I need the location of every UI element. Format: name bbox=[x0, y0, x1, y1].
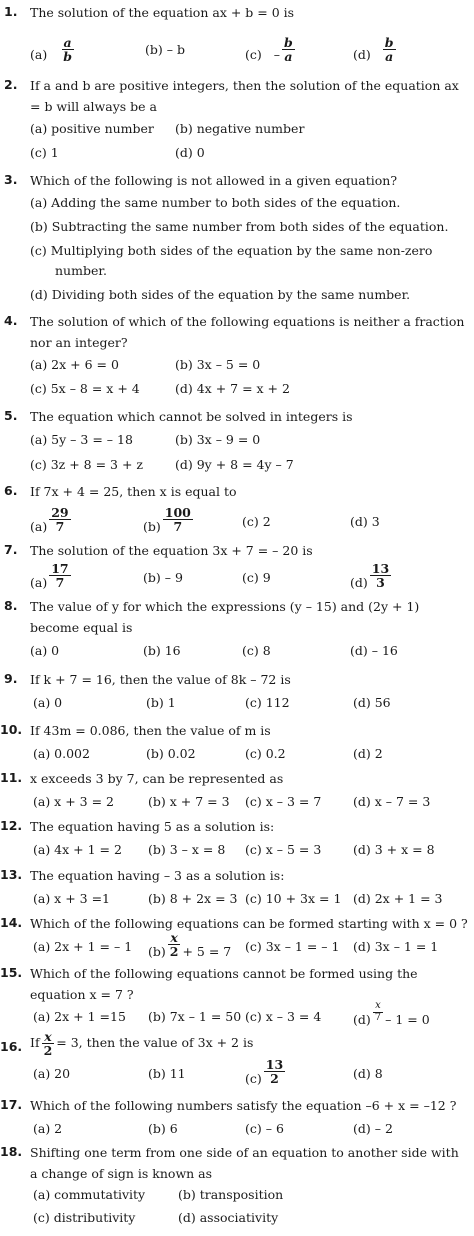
question-number: 10. bbox=[0, 722, 23, 737]
option-c: (c) x – 5 = 3 bbox=[245, 842, 322, 857]
question-number: 4. bbox=[4, 313, 18, 328]
question-stem: x exceeds 3 by 7, can be represented as bbox=[30, 771, 284, 786]
option-c: (c) $\frac{13}{2}$ bbox=[245, 1057, 284, 1087]
option-b: (b) Subtracting the same number from both sides of the equation. bbox=[30, 219, 449, 234]
option-c-continued: number. bbox=[55, 263, 107, 278]
option-c: (c) 3x – 1 = – 1 bbox=[245, 939, 340, 954]
option-b: (b) 0.02 bbox=[146, 746, 196, 761]
question-stem: The equation having – 3 as a solution is: bbox=[30, 868, 285, 883]
option-b: (b) – b bbox=[145, 42, 185, 57]
question-number: 6. bbox=[4, 483, 18, 498]
question-number: 5. bbox=[4, 408, 18, 423]
option-b: (b) 7x – 1 = 50 bbox=[148, 1009, 242, 1024]
option-c: (c) x – 3 = 7 bbox=[245, 794, 322, 809]
option-b: (b) negative number bbox=[175, 121, 305, 136]
option-d: (d) 0 bbox=[175, 145, 205, 160]
question-stem: If a and b are positive integers, then the solution of the equation ax = b will always be a bbox=[30, 78, 459, 114]
question-number: 2. bbox=[4, 77, 18, 92]
option-c: (c) 8 bbox=[242, 643, 271, 658]
option-b: (b) – 9 bbox=[143, 570, 183, 585]
question-number: 18. bbox=[0, 1144, 23, 1159]
question-stem: The solution of which of the following equations is neither a fraction nor an integer? bbox=[30, 314, 465, 350]
option-a: (a) $\frac{29}{7}$ bbox=[30, 505, 69, 535]
question-number: 16. bbox=[0, 1039, 23, 1054]
question-number: 9. bbox=[4, 671, 18, 686]
option-d: (d) – 16 bbox=[350, 643, 398, 658]
option-a: (a) 5y – 3 = – 18 bbox=[30, 432, 133, 447]
option-d: (d) $\frac{x}{7}$ – 1 = 0 bbox=[353, 1000, 430, 1027]
option-d: (d) 56 bbox=[353, 695, 391, 710]
option-c: (c) 112 bbox=[245, 695, 290, 710]
option-d: (d) 9y + 8 = 4y – 7 bbox=[175, 457, 294, 472]
question-number: 17. bbox=[0, 1097, 23, 1112]
option-c: (c) 9 bbox=[242, 570, 271, 585]
option-d: (d) $\frac{b}{a}$ bbox=[353, 35, 394, 65]
question-stem: If 7x + 4 = 25, then x is equal to bbox=[30, 484, 237, 499]
option-c: (c) 1 bbox=[30, 145, 59, 160]
option-b: (b) $\frac{x}{2}$ + 5 = 7 bbox=[148, 930, 232, 960]
question-number: 1. bbox=[4, 4, 18, 19]
question-number: 15. bbox=[0, 965, 23, 980]
option-c: (c) – 6 bbox=[245, 1121, 284, 1136]
option-c: (c) 3z + 8 = 3 + z bbox=[30, 457, 144, 472]
question-stem: The value of y for which the expressions (y – 15) and (2y + 1) become equal is bbox=[30, 599, 420, 635]
option-b: (b) 3x – 9 = 0 bbox=[175, 432, 261, 447]
option-b: (b) $\frac{100}{7}$ bbox=[143, 505, 191, 535]
option-d: (d) 2x + 1 = 3 bbox=[353, 891, 443, 906]
question-number: 11. bbox=[0, 770, 23, 785]
option-d: (d) 3 + x = 8 bbox=[353, 842, 435, 857]
option-c: (c) distributivity bbox=[33, 1210, 136, 1225]
option-a: (a) x + 3 =1 bbox=[33, 891, 111, 906]
question-number: 8. bbox=[4, 598, 18, 613]
question-stem: The equation which cannot be solved in integers is bbox=[30, 409, 353, 424]
option-c: (c) 5x – 8 = x + 4 bbox=[30, 381, 140, 396]
option-c: (c) 0.2 bbox=[245, 746, 286, 761]
question-stem: The solution of the equation 3x + 7 = – 20 is bbox=[30, 543, 313, 558]
question-number: 7. bbox=[4, 542, 18, 557]
option-d: (d) 3x – 1 = 1 bbox=[353, 939, 439, 954]
option-b: (b) transposition bbox=[178, 1187, 284, 1202]
question-number: 12. bbox=[0, 818, 23, 833]
option-a: (a) 0 bbox=[30, 643, 60, 658]
option-a: (a) 2 bbox=[33, 1121, 63, 1136]
option-a: (a) 2x + 1 = – 1 bbox=[33, 939, 133, 954]
question-stem: The equation having 5 as a solution is: bbox=[30, 819, 275, 834]
question-number: 13. bbox=[0, 867, 23, 882]
option-c: (c) 2 bbox=[242, 514, 271, 529]
option-a: (a) $\frac{17}{7}$ bbox=[30, 561, 69, 591]
option-a: (a) 0.002 bbox=[33, 746, 90, 761]
option-a: (a) 4x + 1 = 2 bbox=[33, 842, 122, 857]
question-stem: Shifting one term from one side of an equation to another side with a change of sign is known as bbox=[30, 1145, 459, 1181]
question-stem: If k + 7 = 16, then the value of 8k – 72 is bbox=[30, 672, 291, 687]
option-d: (d) Dividing both sides of the equation by the same number. bbox=[30, 287, 411, 302]
option-a: (a) $\frac{a}{b}$ bbox=[30, 35, 72, 65]
option-a: (a) 0 bbox=[33, 695, 63, 710]
option-b: (b) 16 bbox=[143, 643, 181, 658]
option-a: (a) 20 bbox=[33, 1066, 71, 1081]
question-stem: If 43m = 0.086, then the value of m is bbox=[30, 723, 271, 738]
option-a: (a) 2x + 6 = 0 bbox=[30, 357, 119, 372]
question-stem: The solution of the equation ax + b = 0 is bbox=[30, 5, 295, 20]
fraction: $\frac{a}{b}$ bbox=[63, 35, 72, 65]
option-d: (d) – 2 bbox=[353, 1121, 393, 1136]
question-stem: Which of the following is not allowed in a given equation? bbox=[30, 173, 398, 188]
question-stem: Which of the following equations cannot be formed using the equation x = 7 ? bbox=[30, 966, 418, 1002]
option-d: (d) 4x + 7 = x + 2 bbox=[175, 381, 290, 396]
option-c: (c) x – 3 = 4 bbox=[245, 1009, 322, 1024]
question-stem: Which of the following equations can be formed starting with x = 0 ? bbox=[30, 916, 468, 931]
option-b: (b) 3x – 5 = 0 bbox=[175, 357, 261, 372]
option-d: (d) 8 bbox=[353, 1066, 383, 1081]
option-b: (b) 3 – x = 8 bbox=[148, 842, 226, 857]
option-b: (b) 11 bbox=[148, 1066, 186, 1081]
option-b: (b) 8 + 2x = 3 bbox=[148, 891, 238, 906]
option-d: (d) 3 bbox=[350, 514, 380, 529]
question-stem: If $\frac{x}{2}$ = 3, then the value of 3x + 2 is bbox=[30, 1029, 254, 1059]
option-c: (c) 10 + 3x = 1 bbox=[245, 891, 342, 906]
option-b: (b) x + 7 = 3 bbox=[148, 794, 230, 809]
question-number: 14. bbox=[0, 915, 23, 930]
option-d: (d) associativity bbox=[178, 1210, 279, 1225]
option-c: (c) Multiplying both sides of the equation by the same non-zero bbox=[30, 243, 433, 258]
option-c: (c) – $\frac{b}{a}$ bbox=[245, 35, 293, 65]
option-a: (a) Adding the same number to both sides of the equation. bbox=[30, 195, 401, 210]
option-d: (d) x – 7 = 3 bbox=[353, 794, 431, 809]
option-d: (d) $\frac{13}{3}$ bbox=[350, 561, 390, 591]
option-a: (a) 2x + 1 =15 bbox=[33, 1009, 126, 1024]
option-b: (b) 6 bbox=[148, 1121, 178, 1136]
question-number: 3. bbox=[4, 172, 18, 187]
question-stem: Which of the following numbers satisfy the equation –6 + x = –12 ? bbox=[30, 1098, 457, 1113]
option-a: (a) positive number bbox=[30, 121, 154, 136]
option-a: (a) x + 3 = 2 bbox=[33, 794, 114, 809]
option-d: (d) 2 bbox=[353, 746, 383, 761]
option-a: (a) commutativity bbox=[33, 1187, 146, 1202]
option-b: (b) 1 bbox=[146, 695, 176, 710]
